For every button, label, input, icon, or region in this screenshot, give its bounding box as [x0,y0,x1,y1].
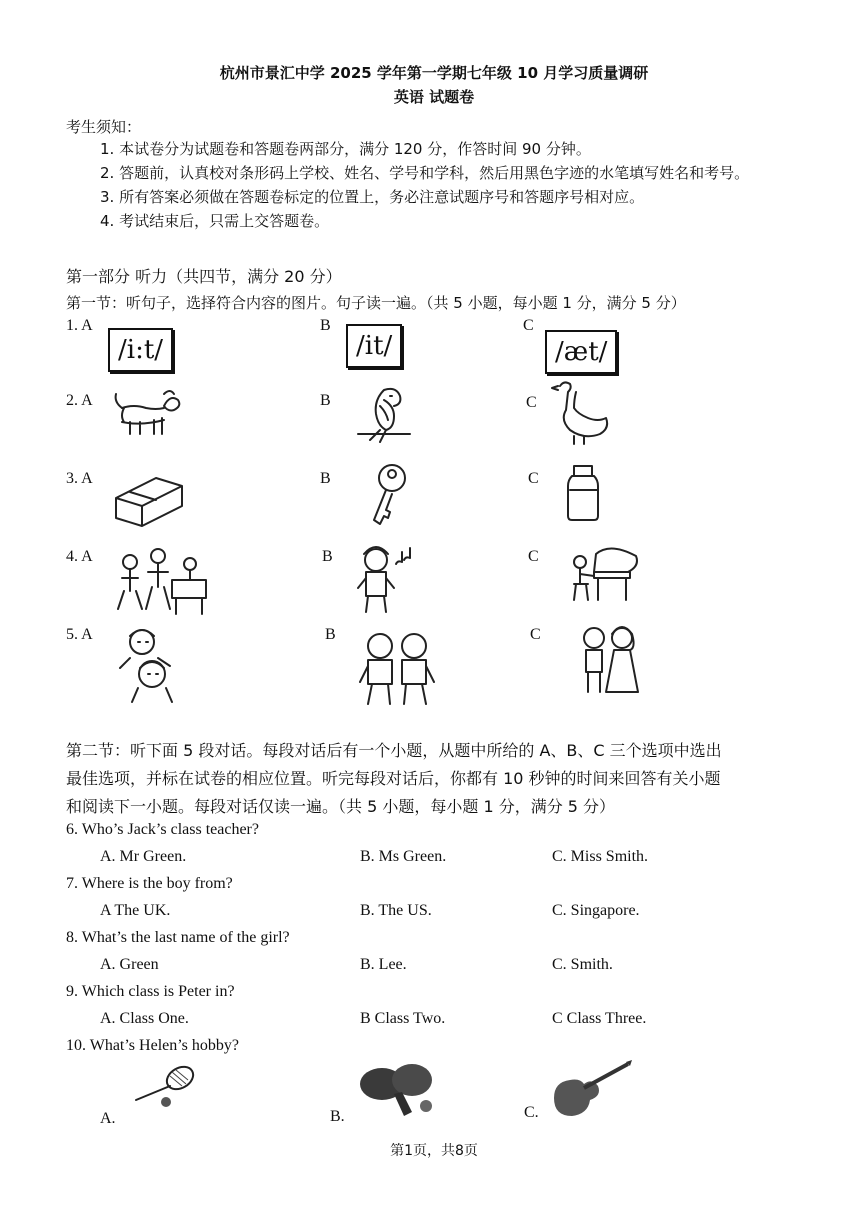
option-c: C. [524,1104,539,1121]
q4-number: 4. A [66,548,93,565]
two-kids-icon [112,626,188,704]
q4-option-c: C [528,548,539,565]
twin-boys-icon [354,630,440,712]
jar-icon [566,464,600,522]
exam-title: 杭州市景汇中学 2025 学年第一学期七年级 10 月学习质量调研 [219,64,649,82]
option-c: C. Smith. [552,956,613,973]
phonetic-card-c: /æt/ [545,330,617,374]
option-b: B Class Two. [360,1010,446,1027]
phonetic-card-b: /it/ [346,324,402,368]
piano-icon [566,540,642,608]
music-band-icon [108,544,212,618]
q4-option-b: B [322,548,333,565]
key-icon [364,462,414,530]
q3-option-c: C [528,470,539,487]
q1-option-b: B [320,317,331,334]
singing-boy-icon [354,542,424,618]
option-c: C. Singapore. [552,902,640,919]
section2-heading: 第二节：听下面 5 段对话。每段对话后有一个小题，从题中所给的 A、B、C 三个选项中选出 [66,741,722,760]
section2-heading: 最佳选项，并标在试卷的相应位置。听完每段对话后，你都有 10 秒钟的时间来回答有关小题 [66,769,721,788]
notice-item: 3. 所有答案必须做在答题卷标定的位置上，务必注意试题序号和答题序号相对应。 [100,188,645,206]
ping-pong-icon [354,1058,438,1122]
option-c: C. Miss Smith. [552,848,649,865]
dog-icon [112,386,182,438]
notice-item: 1. 本试卷分为试题卷和答题卷两部分，满分 120 分，作答时间 90 分钟。 [100,140,591,158]
option-b: B. Lee. [360,956,407,973]
option-a: A. Class One. [100,1010,189,1027]
option-a: A. Mr Green. [100,848,187,865]
q3-number: 3. A [66,470,93,487]
couple-icon [574,622,644,696]
question-stem: 7. Where is the boy from? [66,875,233,892]
q5-option-c: C [530,626,541,643]
notice-item: 4. 考试结束后，只需上交答题卷。 [100,212,330,230]
q2-option-c: C [526,394,537,411]
guitar-icon [548,1058,634,1120]
section1-heading: 第一节：听句子，选择符合内容的图片。句子读一遍。（共 5 小题，每小题 1 分，满分 5 分） [66,294,686,312]
phonetic-card-a: /i:t/ [108,328,173,372]
question-stem: 9. Which class is Peter in? [66,983,235,1000]
question-stem: 6. Who’s Jack’s class teacher? [66,821,259,838]
section2-heading: 和阅读下一小题。每段对话仅读一遍。（共 5 小题，每小题 1 分，满分 5 分） [66,797,616,816]
q1-option-c: C [523,317,534,334]
q2-number: 2. A [66,392,93,409]
question-stem: 10. What’s Helen’s hobby? [66,1037,240,1054]
option-a: A The UK. [100,902,171,919]
option-c: C Class Three. [552,1010,647,1027]
option-b: B. The US. [360,902,432,919]
notice-heading: 考生须知： [66,118,142,136]
q1-number: 1. A [66,317,93,334]
exam-subtitle: 英语 试题卷 [393,88,475,106]
q3-option-b: B [320,470,331,487]
option-a: A. [100,1110,116,1127]
eraser-icon [110,474,186,530]
page-number: 第1页，共8页 [390,1143,478,1159]
tennis-icon [132,1064,198,1110]
duck-icon [550,378,610,448]
option-b: B. Ms Green. [360,848,447,865]
q5-number: 5. A [66,626,93,643]
option-b: B. [330,1108,345,1125]
question-stem: 8. What’s the last name of the girl? [66,929,290,946]
option-a: A. Green [100,956,159,973]
q2-option-b: B [320,392,331,409]
parrot-icon [350,382,420,444]
q5-option-b: B [325,626,336,643]
notice-item: 2. 答题前，认真校对条形码上学校、姓名、学号和学科，然后用黑色字迹的水笔填写姓名和考号。 [100,164,750,182]
part1-heading: 第一部分 听力（共四节，满分 20 分） [66,267,342,286]
